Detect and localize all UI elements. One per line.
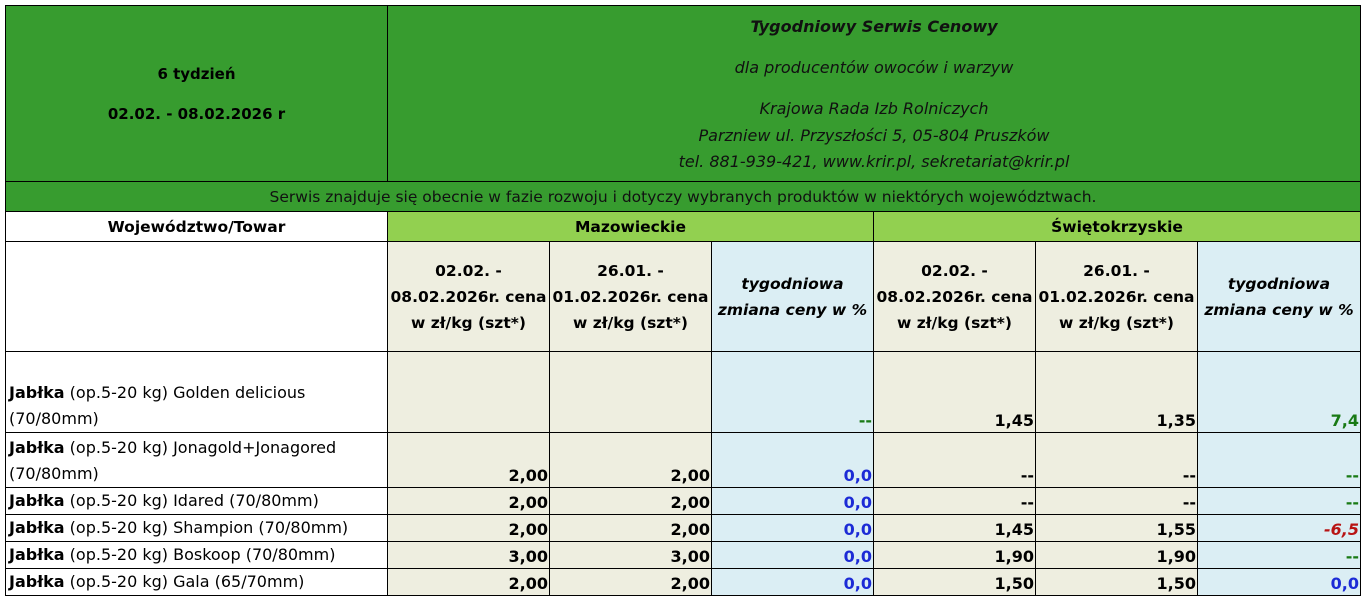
price-previous: 1,50 — [1036, 569, 1198, 596]
table-row — [6, 352, 1361, 433]
weekly-change: 0,0 — [712, 433, 874, 488]
product-variety: (op.5-20 kg) Gala (65/70mm) — [64, 572, 305, 591]
price-current: 2,00 — [388, 515, 550, 542]
price-current: 1,50 — [874, 569, 1036, 596]
service-info-cell — [388, 6, 1361, 182]
weekly-change: 0,0 — [712, 542, 874, 569]
week-header-cell — [6, 6, 388, 182]
product-variety: (op.5-20 kg) Jonagold+Jonagored (70/80mm) — [9, 438, 337, 483]
col-previous-price: 26.01. - 01.02.2026r. cena w zł/kg (szt*) — [1036, 242, 1198, 352]
organization-contact: tel. 881-939-421, www.krir.pl, sekretariat@krir.pl — [678, 151, 1070, 171]
weekly-change: -- — [712, 352, 874, 433]
weekly-change: -- — [1198, 488, 1361, 515]
product-category: Jabłka — [9, 518, 65, 537]
weekly-change: 0,0 — [712, 515, 874, 542]
empty-header-cell — [6, 242, 388, 352]
price-current: 2,00 — [388, 433, 550, 488]
weekly-change: -6,5 — [1198, 515, 1361, 542]
price-previous — [550, 352, 712, 433]
table-row — [6, 488, 1361, 515]
price-previous: 1,35 — [1036, 352, 1198, 433]
price-previous: 2,00 — [550, 488, 712, 515]
product-name — [6, 352, 388, 433]
price-previous: 3,00 — [550, 542, 712, 569]
price-previous: 2,00 — [550, 569, 712, 596]
price-previous: 1,90 — [1036, 542, 1198, 569]
product-variety: (op.5-20 kg) Boskoop (70/80mm) — [64, 545, 336, 564]
weekly-change: 0,0 — [1198, 569, 1361, 596]
price-current: -- — [874, 433, 1036, 488]
product-name — [6, 488, 388, 515]
weekly-change: -- — [1198, 433, 1361, 488]
product-variety: (op.5-20 kg) Idared (70/80mm) — [64, 491, 319, 510]
table-row — [6, 569, 1361, 596]
product-category: Jabłka — [9, 438, 65, 457]
row-header-label: Województwo/Towar — [6, 212, 388, 242]
col-previous-price: 26.01. - 01.02.2026r. cena w zł/kg (szt*) — [550, 242, 712, 352]
col-weekly-change: tygodniowa zmiana ceny w % — [1198, 242, 1361, 352]
price-previous: -- — [1036, 433, 1198, 488]
price-current: 1,90 — [874, 542, 1036, 569]
table-row — [6, 515, 1361, 542]
col-current-price: 02.02. - 08.02.2026r. cena w zł/kg (szt*) — [874, 242, 1036, 352]
date-range-label: 02.02. - 08.02.2026 r — [107, 104, 286, 123]
price-current: 3,00 — [388, 542, 550, 569]
price-previous: 2,00 — [550, 515, 712, 542]
table-row — [6, 433, 1361, 488]
organization-name: Krajowa Rada Izb Rolniczych — [759, 98, 989, 118]
product-name — [6, 569, 388, 596]
price-previous: 2,00 — [550, 433, 712, 488]
service-title: Tygodniowy Serwis Cenowy — [750, 16, 998, 36]
price-current: 1,45 — [874, 515, 1036, 542]
col-current-price: 02.02. - 08.02.2026r. cena w zł/kg (szt*) — [388, 242, 550, 352]
development-note: Serwis znajduje się obecnie w fazie rozwoju i dotyczy wybranych produktów w niektórych województwach. — [6, 182, 1361, 212]
price-current: 2,00 — [388, 569, 550, 596]
product-category: Jabłka — [9, 491, 65, 510]
table-row — [6, 542, 1361, 569]
weekly-change: 0,0 — [712, 569, 874, 596]
region-swietokrzyskie: Świętokrzyskie — [874, 212, 1361, 242]
price-previous: -- — [1036, 488, 1198, 515]
weekly-change: 0,0 — [712, 488, 874, 515]
price-current — [388, 352, 550, 433]
product-category: Jabłka — [9, 545, 65, 564]
product-name — [6, 515, 388, 542]
region-mazowieckie: Mazowieckie — [388, 212, 874, 242]
organization-address: Parzniew ul. Przyszłości 5, 05-804 Pruszków — [698, 125, 1050, 145]
product-name — [6, 433, 388, 488]
product-category: Jabłka — [9, 383, 65, 402]
price-current: -- — [874, 488, 1036, 515]
product-category: Jabłka — [9, 572, 65, 591]
product-name — [6, 542, 388, 569]
product-variety: (op.5-20 kg) Shampion (70/80mm) — [64, 518, 349, 537]
col-weekly-change: tygodniowa zmiana ceny w % — [712, 242, 874, 352]
week-label: 6 tydzień — [157, 64, 236, 83]
weekly-change: -- — [1198, 542, 1361, 569]
weekly-change: 7,4 — [1198, 352, 1361, 433]
price-current: 1,45 — [874, 352, 1036, 433]
product-variety: (op.5-20 kg) Golden delicious (70/80mm) — [9, 383, 306, 428]
price-table — [5, 5, 1361, 596]
service-subtitle: dla producentów owoców i warzyw — [734, 57, 1014, 77]
price-current: 2,00 — [388, 488, 550, 515]
price-previous: 1,55 — [1036, 515, 1198, 542]
